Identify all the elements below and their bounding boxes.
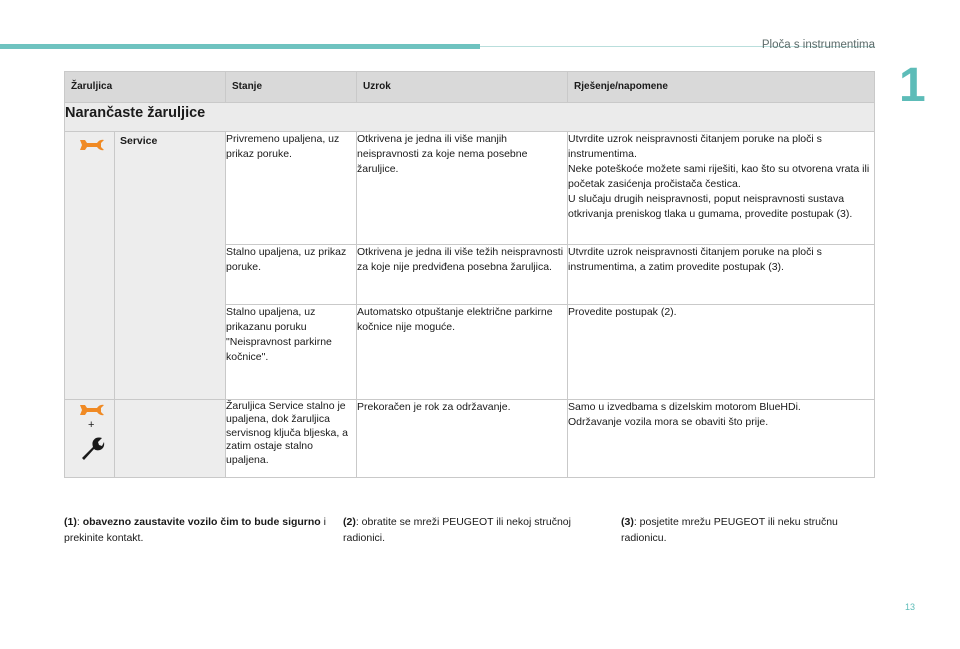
plus-sign: + [88,419,95,431]
solution-cell [568,400,875,478]
state-cell: Žaruljica Service stalno je upaljena, dok žaruljica servisnog ključa bljeska, a zatim ostaje stalno upaljena. [226,400,357,478]
solution-cell: Utvrdite uzrok neispravnosti čitanjem poruke na ploči s instrumentima, a zatim provedite postupak (3). [568,245,875,305]
wrench-icon [79,138,105,152]
chapter-number: 1 [899,59,926,112]
maintenance-name-cell [115,400,226,478]
footnote-2-text: : obratite se mreži PEUGEOT ili nekoj stručnoj radionici. [343,516,571,545]
cause-cell: Prekoračen je rok za održavanje. [357,400,568,478]
footnote-1-bold: obavezno zaustavite vozilo čim to bude sigurno [82,516,321,528]
table-row [65,400,875,478]
header-solution: Rješenje/napomene [568,72,875,103]
table-header-row [65,72,875,103]
header-state: Stanje [226,72,357,103]
header-cause: Uzrok [357,72,568,103]
maintenance-icon-cell [65,400,115,478]
lamp-name-service: Service [120,135,158,147]
footnote-1: (1): obavezno zaustavite vozilo čim to bude sigurno i prekinite kontakt. [64,516,326,545]
section-title: Narančaste žaruljice [65,103,875,132]
section-header-title: Ploča s instrumentima [761,39,875,51]
footnote-3-ref: (3) [621,516,634,528]
footnote-3 [621,514,881,547]
page-number: 13 [905,602,916,612]
footnote-3-text: : posjetite mrežu PEUGEOT ili neku stručnu radionicu. [621,516,838,545]
header-accent-bar [0,44,480,49]
state-cell: Privremeno upaljena, uz prikaz poruke. [226,132,357,245]
wrench-flashing-icon [79,435,105,461]
warning-lamps-table [64,71,875,478]
footnote-1-ref: (1) [64,516,77,528]
service-icon-cell [65,132,115,400]
cause-cell: Otkrivena je jedna ili više težih neispravnosti za koje nije predviđena posebna žaruljica. [357,245,568,305]
footnote-2-ref: (2) [343,516,356,528]
wrench-icon [79,403,105,417]
header-lamp: Žaruljica [65,72,226,103]
section-row [65,103,875,132]
footnote-1-text: i prekinite kontakt. [64,516,326,545]
cause-cell: Otkrivena je jedna ili više manjih neispravnosti za koje nema posebne žaruljice. [357,132,568,245]
footnote-2 [343,514,583,547]
solution-text: Samo u izvedbama s dizelskim motorom BlueHDi. Održavanje vozila mora se obaviti što prije. [568,401,801,428]
cause-cell: Automatsko otpuštanje električne parkirne kočnice nije moguće. [357,305,568,400]
table-row [65,132,875,245]
state-cell: Stalno upaljena, uz prikaz poruke. [226,245,357,305]
solution-cell: Provedite postupak (2). [568,305,875,400]
solution-cell [568,132,875,245]
solution-text: Utvrdite uzrok neispravnosti čitanjem poruke na ploči s instrumentima. Neke poteškoće možete sami riješiti, kao što su otvorena vrata ili početak zasićenja pročistača čestica. U slučaju drugih neispravnosti, poput neispravnosti sustava otkrivanja preniskog tlaka u gumama, provedite postupak (3). [568,133,870,220]
service-name-cell [115,132,226,400]
state-cell: Stalno upaljena, uz prikazanu poruku "Neispravnost parkirne kočnice". [226,305,357,400]
